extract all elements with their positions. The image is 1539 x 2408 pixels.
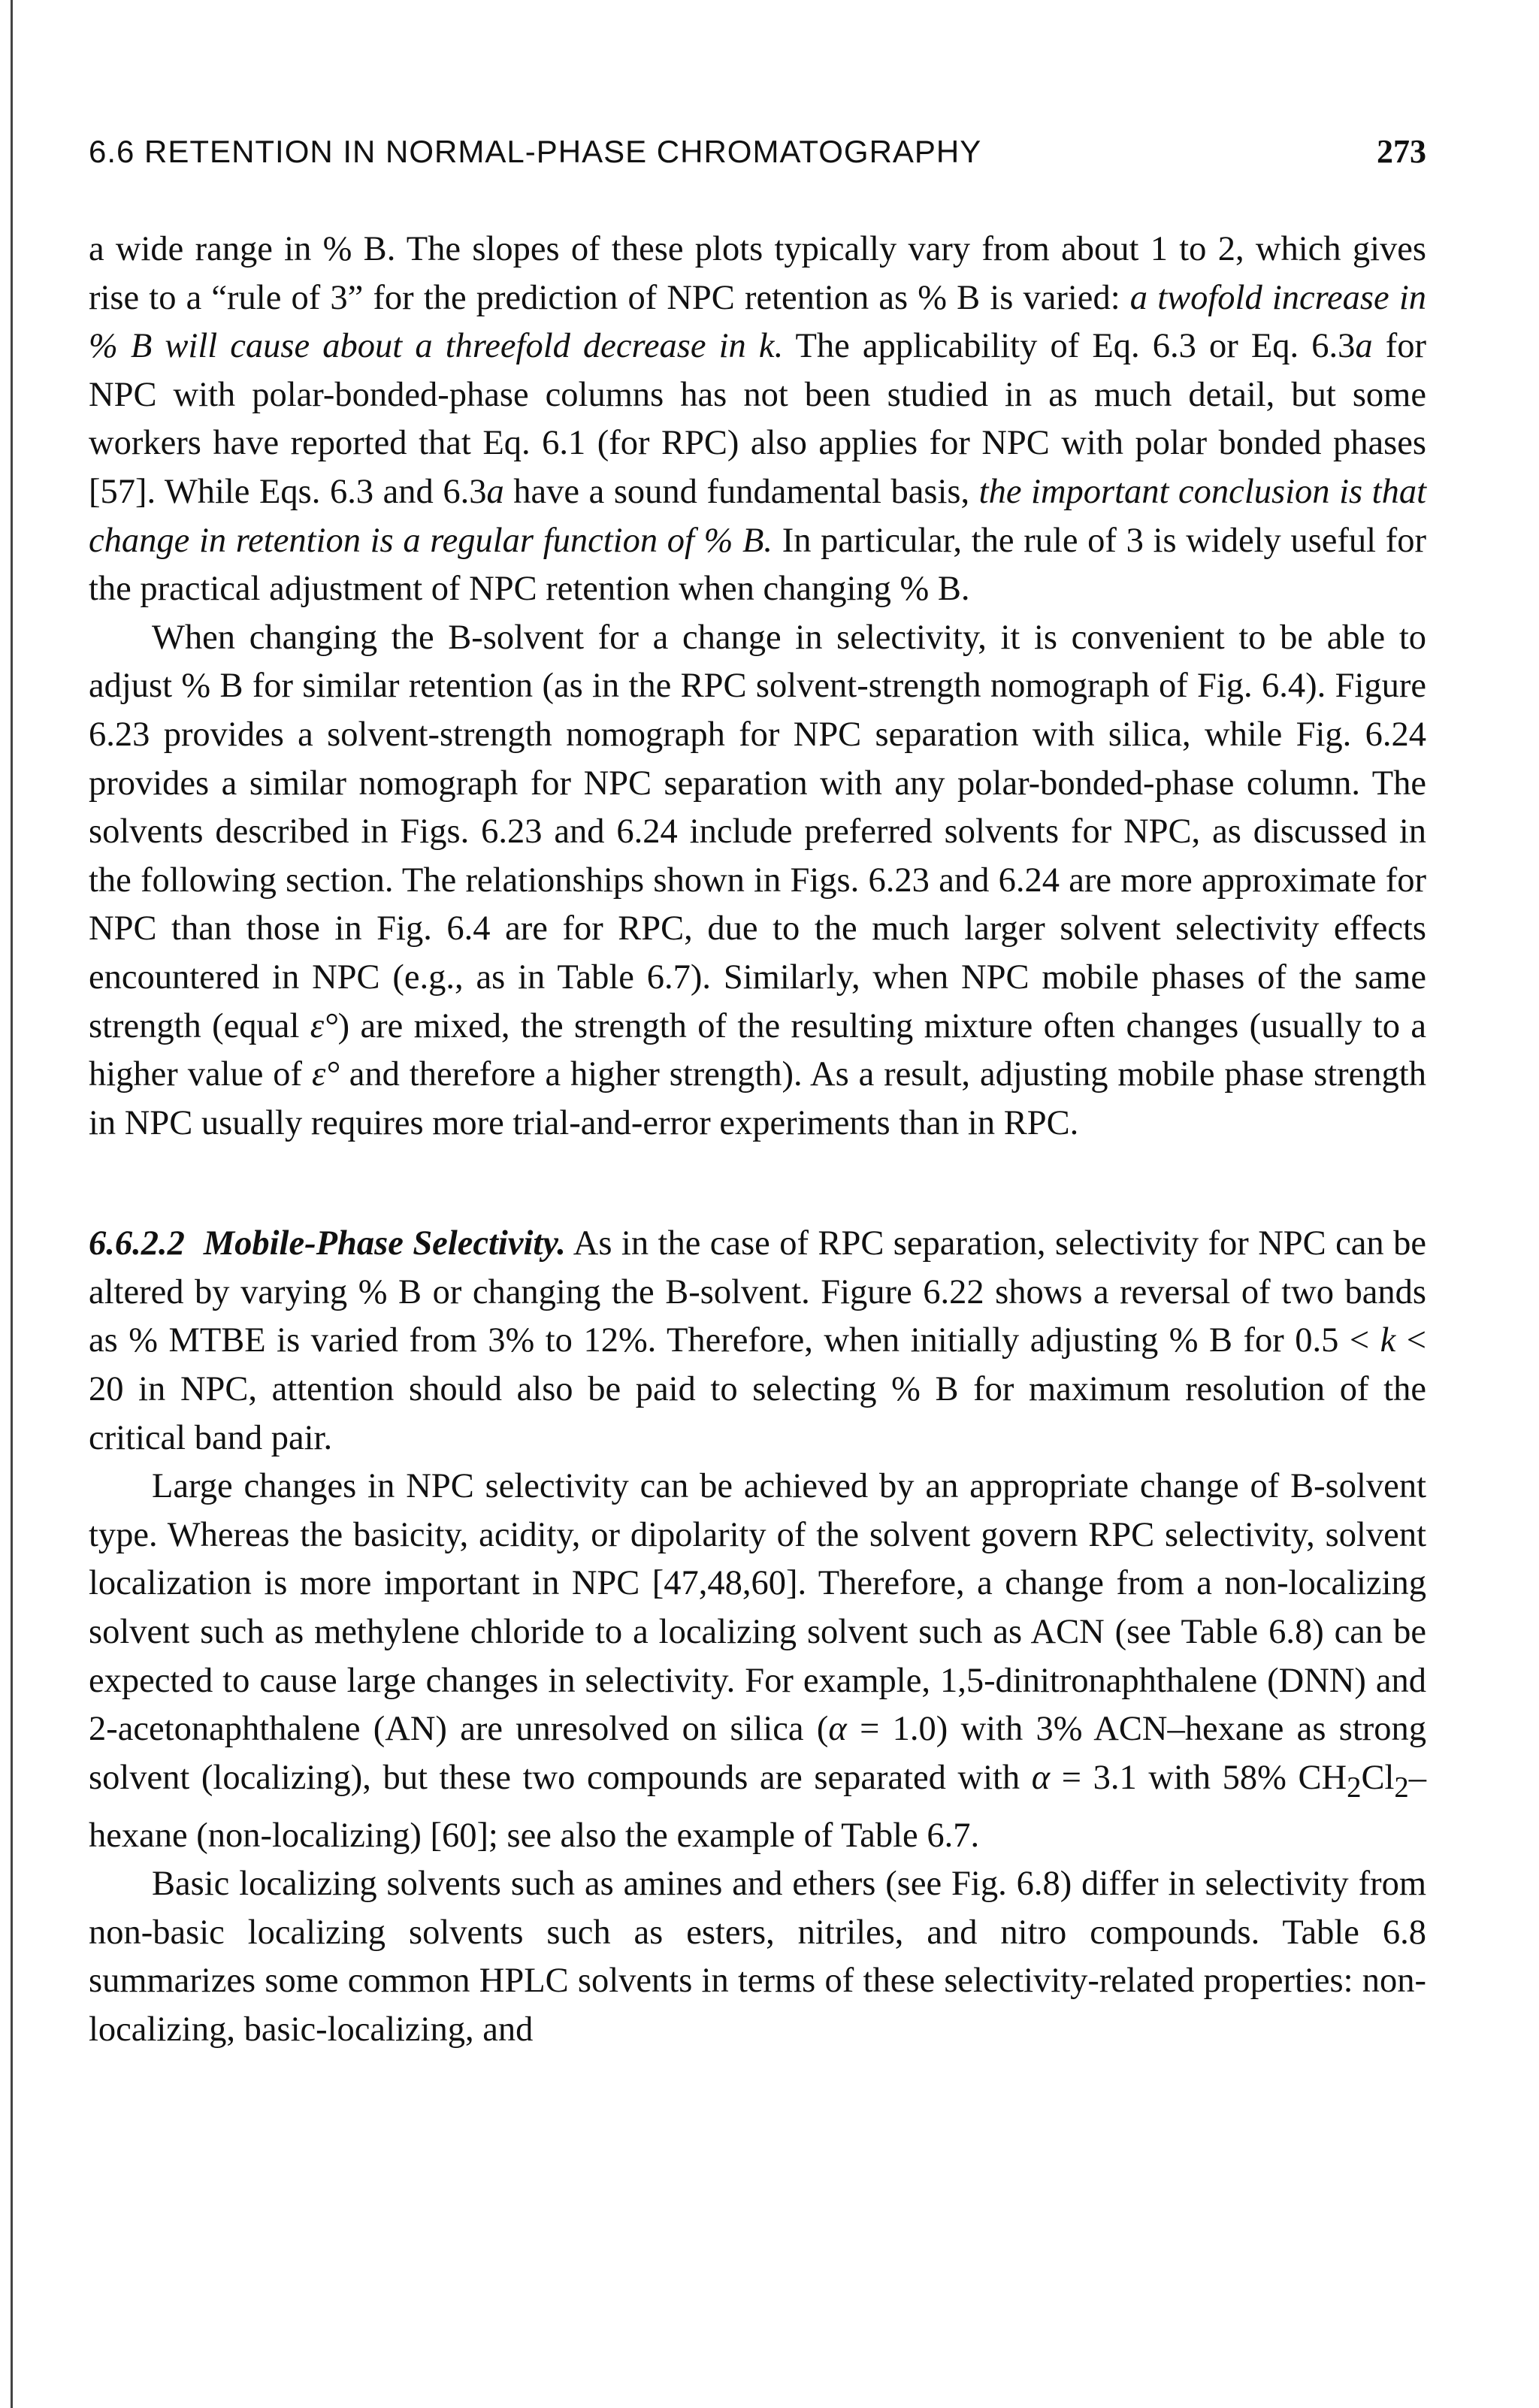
emphasis-rule-of-3: a twofold increase in % B will cause about a threefold decrease in k. — [89, 278, 1426, 366]
equation-suffix: a — [486, 472, 504, 511]
text-run: The applicability of Eq. 6.3 or Eq. 6.3 — [783, 327, 1356, 366]
equation-suffix: a — [1355, 327, 1373, 366]
page-edge-line — [11, 0, 13, 2408]
epsilon-symbol: ε° — [310, 1006, 338, 1045]
text-run: have a sound fundamental basis, — [503, 472, 979, 511]
page-header — [89, 132, 1426, 171]
k-symbol: k — [1380, 1321, 1396, 1360]
text-run: When changing the B-solvent for a change in selectivity, it is convenient to be able to adjust % B for similar retention (as in the RPC solvent-strength nomograph of Fig. 6.4). Figure 6.23 provides a solvent-strength nomograph for NPC separation with silica, while Fig. 6.24 provides a similar nomograph for NPC separation with any polar-bonded-phase column. The solvents described in Figs. 6.23 and 6.24 include preferred solvents for NPC, as discussed in the following section. The relationships shown in Figs. 6.23 and 6.24 are more approximate for NPC than those in Fig. 6.4 are for RPC, due to the much larger solvent selectivity effects encountered in NPC (e.g., as in Table 6.7). Similarly, when NPC mobile phases of the same strength (equal — [89, 618, 1426, 1045]
text-run: and therefore a higher strength). As a result, adjusting mobile phase strength in NPC usually requires more trial-and-error experiments than in RPC. — [89, 1055, 1426, 1142]
paragraph-4 — [89, 1463, 1426, 1860]
paragraph-3 — [89, 1220, 1426, 1463]
text-run: Basic localizing solvents such as amines and ethers (see Fig. 6.8) differ in selectivity from non-basic localizing solvents such as esters, nitriles, and nitro compounds. Table 6.8 summarizes some common HPLC solvents in terms of these selectivity-related properties: non-localizing, basic-localizing, and — [89, 1865, 1426, 2050]
text-run: = 1.0) with 3% ACN–hexane as strong solvent (localizing), but these two compounds are separated with — [89, 1710, 1426, 1797]
epsilon-symbol: ε° — [311, 1055, 340, 1094]
paragraph-2 — [89, 614, 1426, 1148]
text-run: for NPC with polar-bonded-phase columns has not been studied in as much detail, but some workers have reported that Eq. 6.1 (for RPC) also applies for NPC with polar bonded phases [57]. While Eqs. 6.3 and 6.3 — [89, 327, 1426, 511]
text-run: = 3.1 with 58% CH — [1050, 1758, 1347, 1797]
subscript: 2 — [1394, 1771, 1409, 1804]
section-number: 6.6.2.2 — [89, 1224, 185, 1263]
text-run: a wide range in % B. The slopes of these plots typically vary from about 1 to 2, which gives rise to a “rule of 3” for the prediction of NPC retention as % B is varied: — [89, 230, 1426, 317]
section-title: Mobile-Phase Selectivity. — [203, 1224, 566, 1263]
alpha-symbol: α — [828, 1710, 847, 1749]
text-run: As in the case of RPC separation, selectivity for NPC can be altered by varying % B or changing the B-solvent. Figure 6.22 shows a reversal of two bands as % MTBE is varied from 3% to 12%. Therefore, when initially adjusting % B for 0.5 < — [89, 1224, 1427, 1360]
emphasis-conclusion: the important conclusion is that change in retention is a regular function of % B. — [89, 472, 1426, 560]
running-head: 6.6 RETENTION IN NORMAL-PHASE CHROMATOGRAPHY — [89, 134, 982, 169]
text-run: < 20 in NPC, attention should also be paid to selecting % B for maximum resolution of the critical band pair. — [89, 1321, 1426, 1457]
text-run: ) are mixed, the strength of the resulting mixture often changes (usually to a higher value of — [89, 1006, 1426, 1094]
text-run: In particular, the rule of 3 is widely useful for the practical adjustment of NPC retention when changing % B. — [89, 521, 1426, 609]
text-run: Cl — [1361, 1758, 1395, 1797]
paragraph-1 — [89, 225, 1426, 614]
page-number: 273 — [1377, 133, 1426, 170]
paragraph-5 — [89, 1860, 1426, 2054]
text-run: Large changes in NPC selectivity can be achieved by an appropriate change of B-solvent type. Whereas the basicity, acidity, or dipolarity of the solvent govern RPC selectivity, solvent localization is more important in NPC [47,48,60]. Therefore, a change from a non-localizing solvent such as methylene chloride to a localizing solvent such as ACN (see Table 6.8) can be expected to cause large changes in selectivity. For example, 1,5-dinitronaphthalene (DNN) and 2-acetonaphthalene (AN) are unresolved on silica ( — [89, 1467, 1426, 1749]
subscript: 2 — [1347, 1771, 1362, 1804]
body-text — [89, 225, 1426, 2055]
alpha-symbol: α — [1031, 1758, 1051, 1797]
text-run: –hexane (non-localizing) [60]; see also the example of Table 6.7. — [89, 1758, 1426, 1855]
